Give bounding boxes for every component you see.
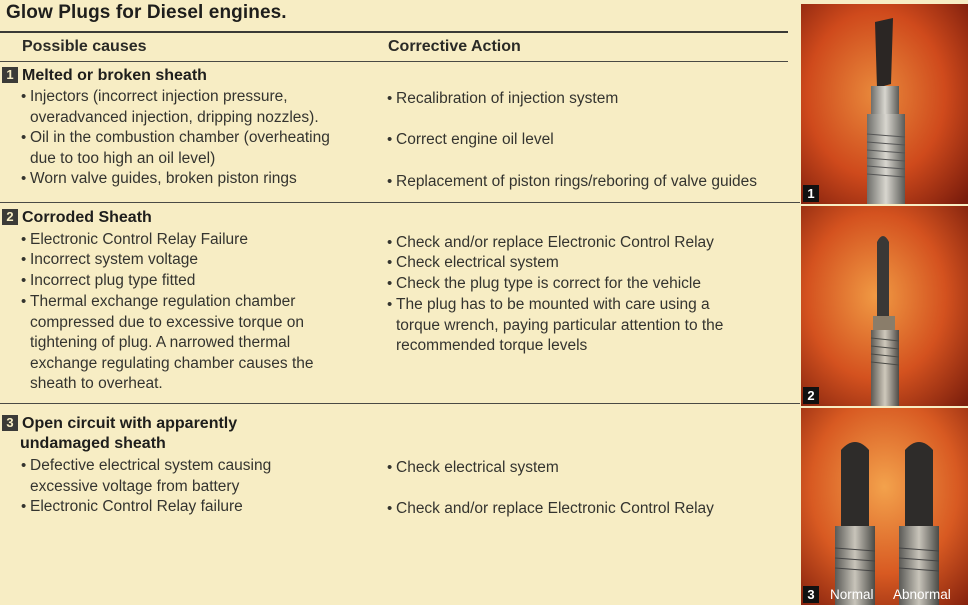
section-3-number: 3 <box>2 415 18 431</box>
section-1-action-2: • Correct engine oil level <box>387 131 554 148</box>
photo-3-caption-abnormal: Abnormal <box>893 587 951 602</box>
section-1-action-3: • Replacement of piston rings/reboring of valve guides <box>387 173 758 190</box>
section-1-title <box>2 66 207 86</box>
section-3-title-line-1: Open circuit with apparently <box>22 415 238 432</box>
page-title: Glow Plugs for Diesel engines. <box>6 2 287 23</box>
photo-open-circuit <box>801 408 968 605</box>
glow-plug-photos <box>801 0 968 605</box>
section-3-title <box>2 414 237 454</box>
column-header-action: Corrective Action <box>388 38 521 55</box>
section-1-rule <box>0 202 800 203</box>
section-3-title-line-2: undamaged sheath <box>20 435 166 452</box>
section-2-action-2: • Check electrical system <box>387 254 559 271</box>
section-1-title-text: Melted or broken sheath <box>22 67 207 84</box>
section-2-action-1: • Check and/or replace Electronic Control Relay <box>387 234 714 251</box>
photo-3-label: 3 <box>803 586 819 603</box>
section-2-cause-2: • Incorrect system voltage <box>21 251 198 268</box>
column-header-rule <box>0 61 788 62</box>
section-2-cause-1: • Electronic Control Relay Failure <box>21 231 248 248</box>
section-2-action-4: • The plug has to be mounted with care using a torque wrench, paying particular attention to the recommended torque levels <box>387 296 724 354</box>
section-3-cause-1: • Defective electrical system causing excessive voltage from battery <box>21 457 272 495</box>
section-3-cause-2: • Electronic Control Relay failure <box>21 498 243 515</box>
section-1-action-1: • Recalibration of injection system <box>387 90 619 107</box>
photo-corroded-sheath <box>801 206 968 406</box>
section-2-title <box>2 208 152 228</box>
section-2-cause-3: • Incorrect plug type fitted <box>21 272 196 289</box>
section-1-cause-1: • Injectors (incorrect injection pressure, overadvanced injection, dripping nozzles). <box>21 88 319 126</box>
column-header-causes: Possible causes <box>22 38 147 55</box>
section-3-action-2: • Check and/or replace Electronic Control Relay <box>387 500 714 517</box>
photo-melted-sheath <box>801 4 968 204</box>
section-2-cause-4: • Thermal exchange regulation chamber compressed due to excessive torque on tightening of plug. A narrowed thermal exchange regulating chamber causes the sheath to overheat. <box>21 293 314 392</box>
section-1-cause-2: • Oil in the combustion chamber (overheating due to too high an oil level) <box>21 129 330 167</box>
header-rule <box>0 31 788 33</box>
section-2-action-3: • Check the plug type is correct for the vehicle <box>387 275 701 292</box>
photo-1-label: 1 <box>803 185 819 202</box>
photo-3-caption-normal: Normal <box>830 587 874 602</box>
section-2-rule <box>0 403 800 404</box>
glow-plug-2-image <box>801 206 968 406</box>
section-1-number: 1 <box>2 67 18 83</box>
section-2-number: 2 <box>2 209 18 225</box>
glow-plug-1-image <box>801 4 968 204</box>
photo-2-label: 2 <box>803 387 819 404</box>
section-3-action-1: • Check electrical system <box>387 459 559 476</box>
section-1-cause-3: • Worn valve guides, broken piston rings <box>21 170 297 187</box>
section-2-title-text: Corroded Sheath <box>22 209 152 226</box>
glow-plug-3-image <box>801 408 968 605</box>
